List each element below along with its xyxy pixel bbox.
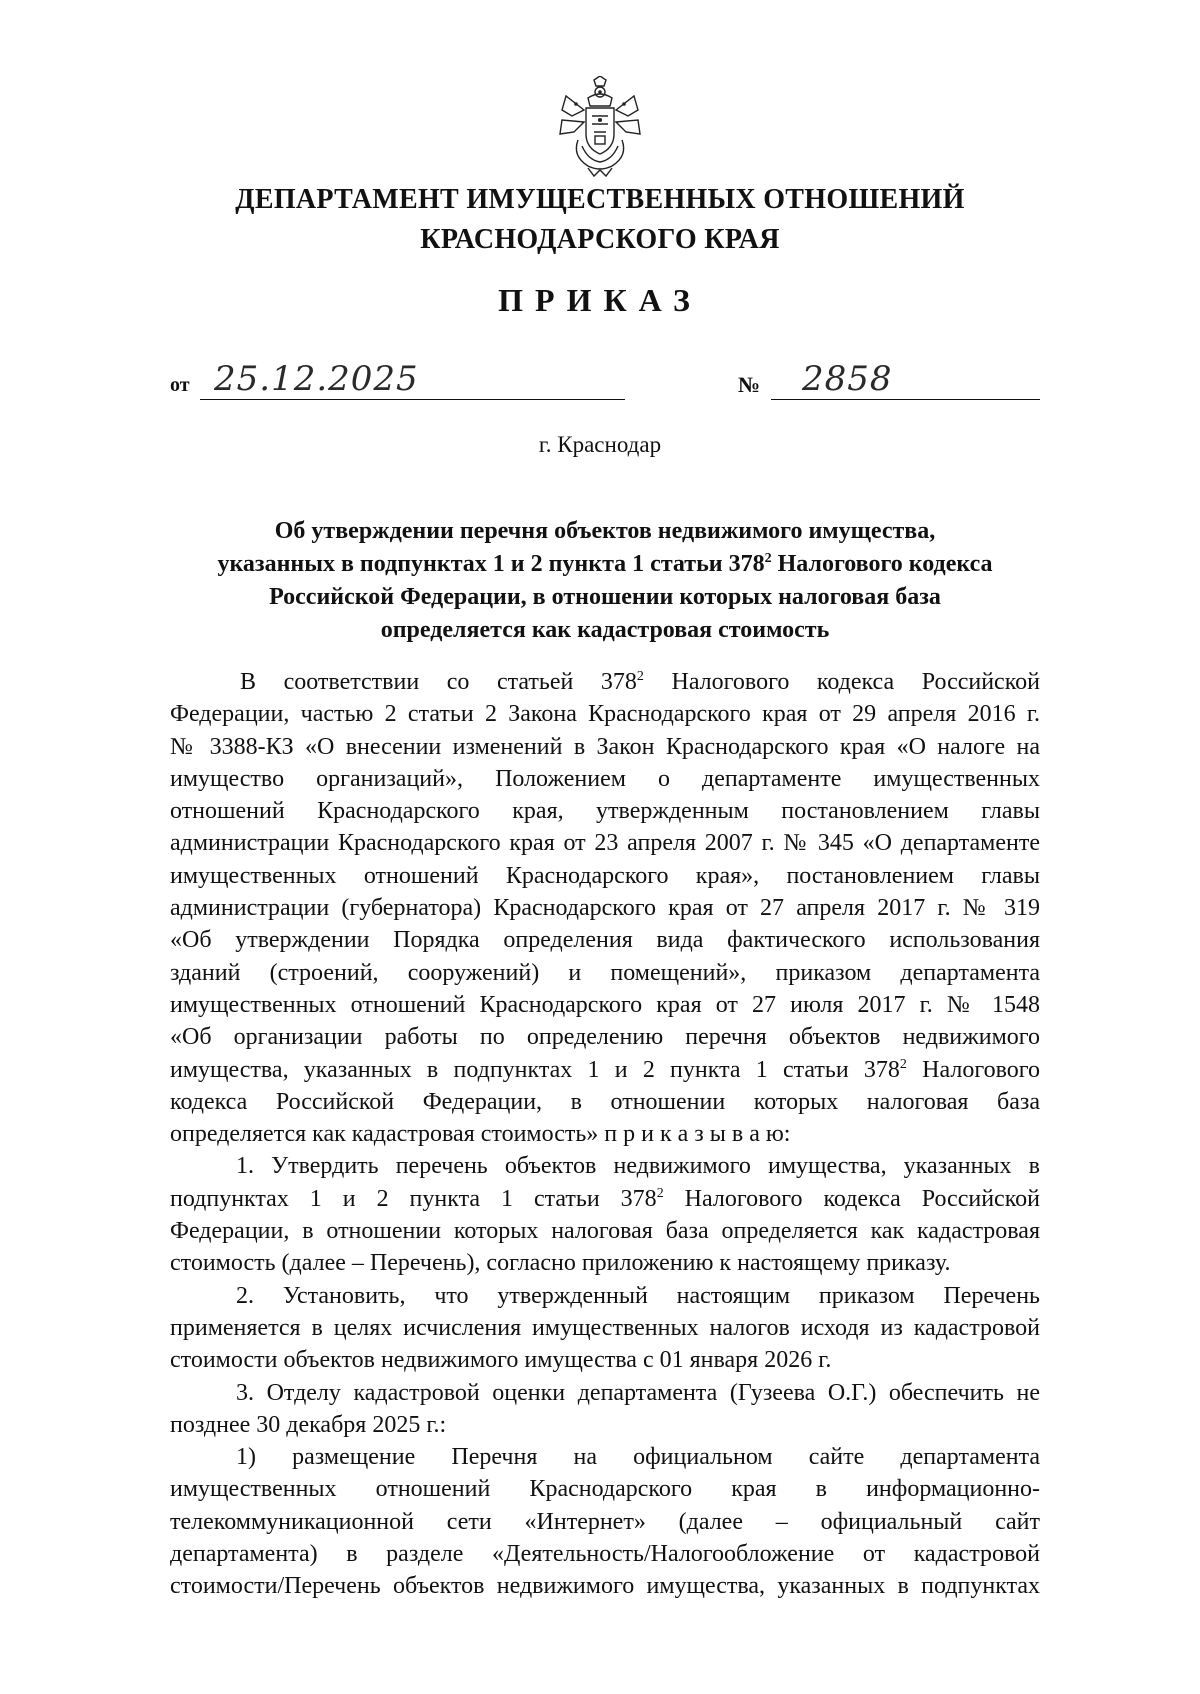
department-name-line1: ДЕПАРТАМЕНТ ИМУЩЕСТВЕННЫХ ОТНОШЕНИЙ bbox=[235, 184, 965, 215]
body-line: стоимости объектов недвижимого имущества с 01 января 2026 г. bbox=[170, 1347, 832, 1374]
superscript: 2 bbox=[764, 551, 772, 566]
date-label: от bbox=[170, 374, 190, 396]
date-number-row bbox=[170, 359, 1040, 402]
body-line: зданий (строений, сооружений) и помещений», приказом департамента bbox=[170, 959, 1040, 986]
body-line: определяется как кадастровая стоимость» п р и к а з ы в а ю: bbox=[170, 1121, 791, 1148]
body-line: 3. Отделу кадастровой оценки департамента (Гузеева О.Г.) обеспечить не bbox=[236, 1379, 1040, 1406]
document-body bbox=[170, 666, 1040, 1603]
document-type-title: ПРИКАЗ bbox=[498, 282, 702, 318]
body-line: стоимость (далее – Перечень), согласно приложению к настоящему приказу. bbox=[170, 1250, 951, 1277]
body-line-part: Налогового кодекса Российской bbox=[663, 1185, 1040, 1212]
superscript: 2 bbox=[899, 1056, 907, 1072]
body-line: № 3388-КЗ «О внесении изменений в Закон Краснодарского края «О налоге на bbox=[170, 733, 1040, 760]
body-line bbox=[170, 1183, 1040, 1215]
body-line: 2. Установить, что утвержденный настоящим приказом Перечень bbox=[236, 1282, 1040, 1309]
date-underline bbox=[200, 399, 625, 400]
handwritten-date: 25.12.2025 bbox=[214, 359, 419, 399]
body-line: «Об утверждении Порядка определения вида фактического использования bbox=[170, 927, 1040, 954]
subject-line: определяется как кадастровая стоимость bbox=[380, 617, 830, 643]
body-line: отношений Краснодарского края, утвержденным постановлением главы bbox=[170, 798, 1040, 825]
body-line: Федерации, в отношении которых налоговая база определяется как кадастровая bbox=[170, 1218, 1040, 1245]
body-line: применяется в целях исчисления имущественных налогов исходя из кадастровой bbox=[170, 1314, 1040, 1341]
body-line bbox=[170, 666, 1040, 698]
coat-of-arms-emblem bbox=[558, 76, 642, 180]
body-line: департамента) в разделе «Деятельность/Налогообложение от кадастровой bbox=[170, 1541, 1040, 1568]
body-line: имущественных отношений Краснодарского края от 27 июля 2017 г. № 1548 bbox=[170, 991, 1040, 1018]
body-line: 1) размещение Перечня на официальном сайте департамента bbox=[236, 1444, 1040, 1471]
subject-line bbox=[170, 548, 1040, 581]
body-line: Федерации, частью 2 статьи 2 Закона Краснодарского края от 29 апреля 2016 г. bbox=[170, 701, 1040, 728]
superscript: 2 bbox=[636, 669, 644, 684]
body-line-part: В соответствии со статьей 378 bbox=[240, 669, 637, 695]
number-label: № bbox=[738, 372, 761, 397]
document-subject bbox=[170, 515, 1040, 647]
body-line: стоимости/Перечень объектов недвижимого имущества, указанных в подпунктах bbox=[170, 1573, 1040, 1600]
body-line-part: подпунктах 1 и 2 пункта 1 статьи 378 bbox=[170, 1185, 657, 1212]
subject-line: Об утверждении перечня объектов недвижимого имущества, bbox=[274, 518, 936, 544]
body-line: имущественных отношений Краснодарского края», постановлением главы bbox=[170, 862, 1040, 889]
body-line-part: Налогового кодекса Российской bbox=[643, 669, 1040, 695]
body-line-part: Налогового bbox=[906, 1056, 1040, 1083]
body-line: телекоммуникационной сети «Интернет» (далее – официальный сайт bbox=[170, 1508, 1040, 1535]
body-line: администрации (губернатора) Краснодарского края от 27 апреля 2017 г. № 319 bbox=[170, 895, 1040, 922]
body-line: имущественных отношений Краснодарского края в информационно- bbox=[170, 1476, 1040, 1503]
superscript: 2 bbox=[656, 1185, 664, 1201]
subject-line-part: указанных в подпунктах 1 и 2 пункта 1 статьи 378 bbox=[217, 551, 765, 577]
body-line-part: имущества, указанных в подпунктах 1 и 2 пункта 1 статьи 378 bbox=[170, 1056, 900, 1083]
subject-line: Российской Федерации, в отношении которых налоговая база bbox=[269, 584, 941, 610]
body-line: «Об организации работы по определению перечня объектов недвижимого bbox=[170, 1024, 1040, 1051]
body-line bbox=[170, 1054, 1040, 1086]
department-name-line2: КРАСНОДАРСКОГО КРАЯ bbox=[420, 224, 780, 255]
body-line: администрации Краснодарского края от 23 апреля 2007 г. № 345 «О департаменте bbox=[170, 830, 1040, 857]
body-line: 1. Утвердить перечень объектов недвижимого имущества, указанных в bbox=[236, 1153, 1040, 1180]
city-name: г. Краснодар bbox=[538, 432, 662, 457]
body-line: позднее 30 декабря 2025 г.: bbox=[170, 1411, 447, 1438]
number-underline bbox=[771, 399, 1040, 400]
body-line: кодекса Российской Федерации, в отношении которых налоговая база bbox=[170, 1088, 1040, 1115]
body-line: имущество организаций», Положением о департаменте имущественных bbox=[170, 765, 1040, 792]
handwritten-number: 2858 bbox=[802, 359, 893, 399]
subject-line-part: Налогового кодекса bbox=[771, 551, 993, 577]
